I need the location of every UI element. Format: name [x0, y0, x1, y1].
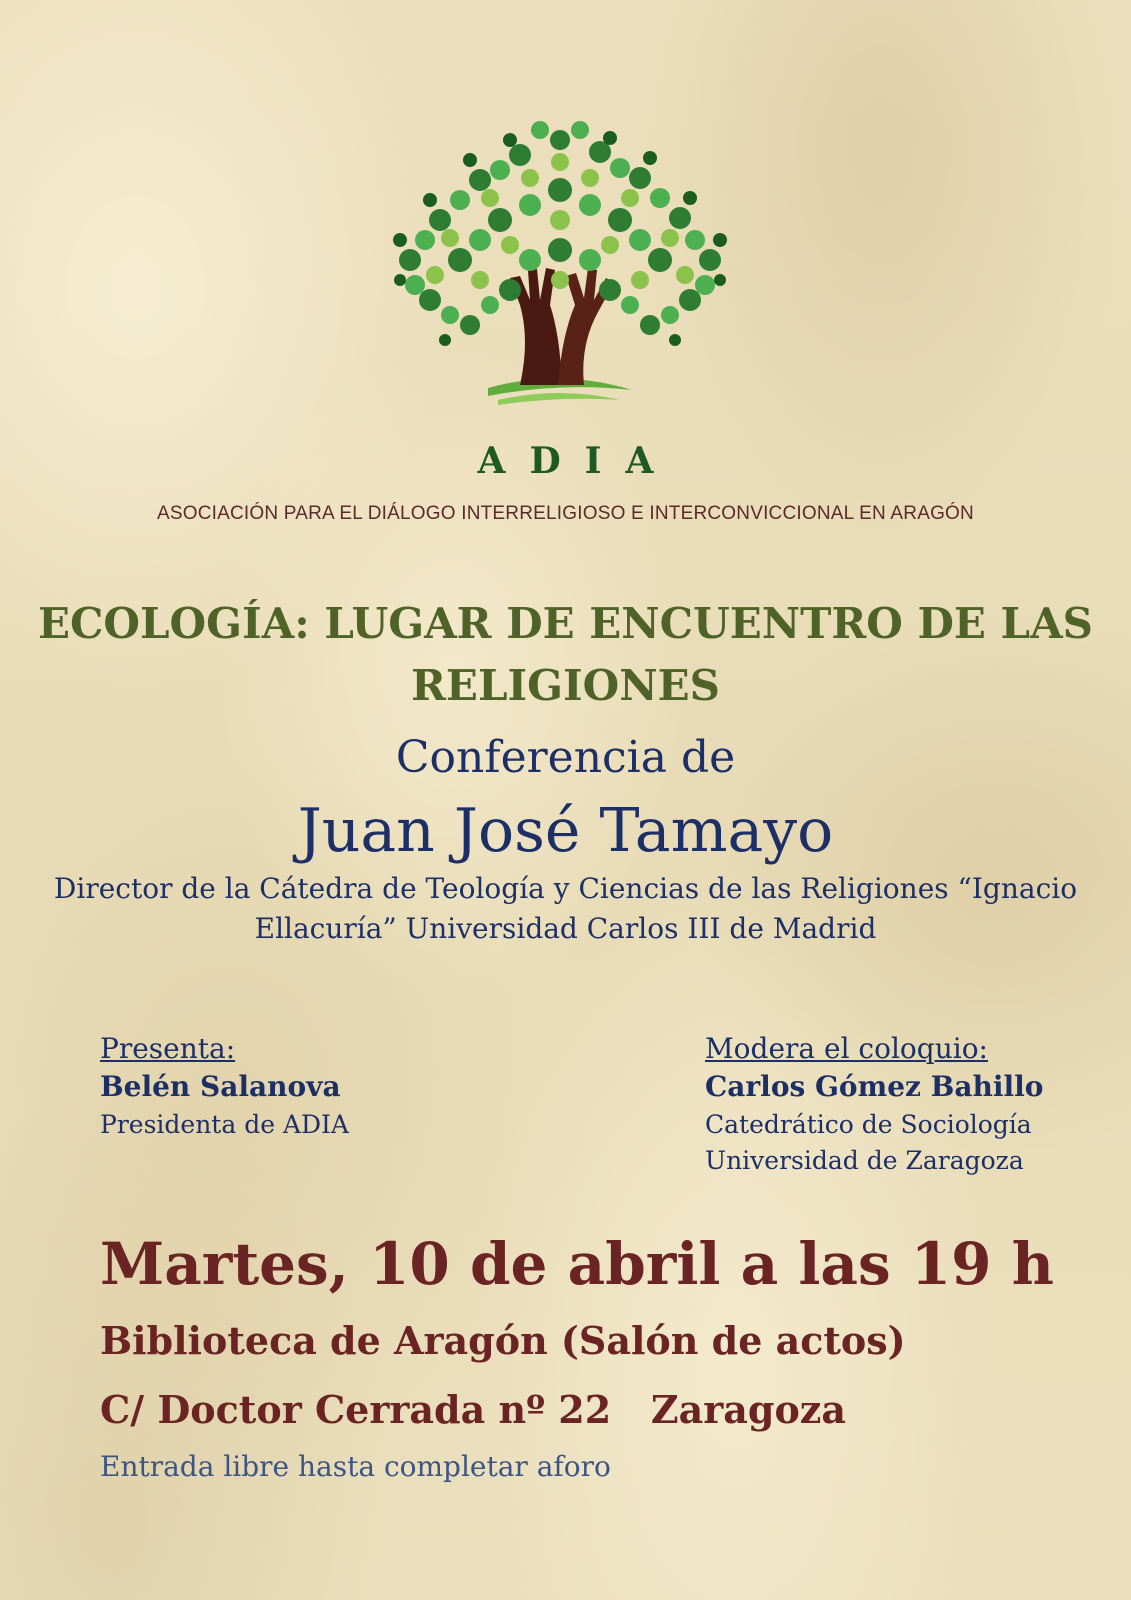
moderator-role-line1: Catedrático de Sociología [705, 1110, 1032, 1139]
presenter-block [100, 1031, 520, 1143]
event-title: ECOLOGÍA: LUGAR DE ENCUENTRO DE LAS RELIGIONES [37, 599, 1093, 710]
admission-note: Entrada libre hasta completar aforo [100, 1450, 611, 1483]
moderator-label: Modera el coloquio: [705, 1032, 988, 1065]
moderator-name: Carlos Gómez Bahillo [705, 1070, 1044, 1103]
organization-full-name: ASOCIACIÓN PARA EL DIÁLOGO INTERRELIGIOSO E INTERCONVICCIONAL EN ARAGÓN [157, 503, 974, 524]
event-venue: Biblioteca de Aragón (Salón de actos) [100, 1318, 906, 1363]
tree-of-hands-icon [370, 100, 750, 415]
speaker-name: Juan José Tamayo [297, 796, 834, 866]
speaker-role: Director de la Cátedra de Teología y Ciencias de las Religiones “Ignacio Ellacuría” Universidad Carlos III de Madrid [53, 872, 1078, 945]
organization-acronym: ADIA [477, 440, 678, 482]
moderator-block [705, 1031, 1115, 1179]
event-address: C/ Doctor Cerrada nº 22 Zaragoza [100, 1387, 846, 1432]
presenter-role: Presidenta de ADIA [100, 1110, 349, 1139]
presenter-name: Belén Salanova [100, 1070, 341, 1103]
moderator-role-line2: Universidad de Zaragoza [705, 1146, 1024, 1175]
event-date: Martes, 10 de abril a las 19 h [100, 1230, 1054, 1298]
event-type: Conferencia de [395, 732, 736, 783]
presenter-label: Presenta: [100, 1032, 236, 1065]
